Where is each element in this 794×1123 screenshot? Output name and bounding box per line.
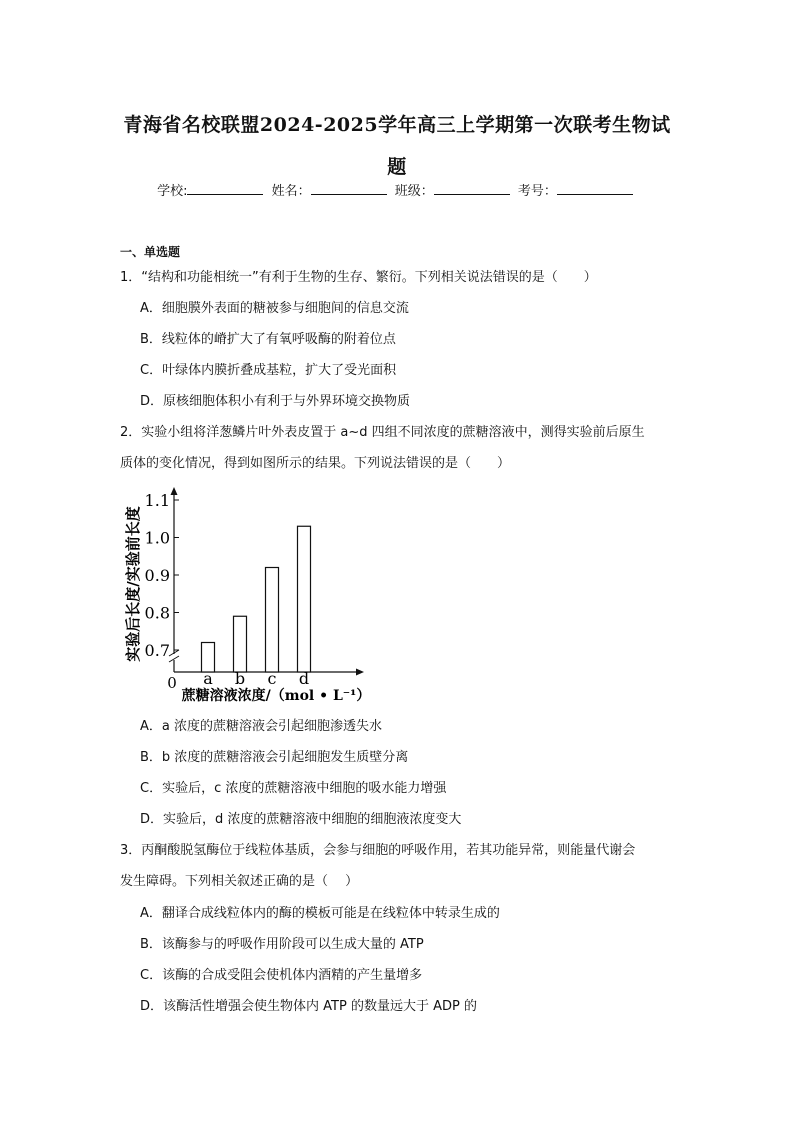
x-category-label: d — [298, 669, 310, 688]
title-line-2: 题 — [387, 156, 407, 178]
number-blank — [557, 181, 633, 195]
y-tick-label: 0.9 — [144, 566, 170, 585]
class-label: 班级： — [394, 184, 434, 199]
q1-option-b: B．线粒体的嵴扩大了有氧呼吸酶的附着位点 — [140, 332, 396, 347]
bar-c — [266, 568, 279, 673]
y-tick-label: 1.1 — [144, 491, 170, 510]
y-axis-arrow — [171, 487, 178, 495]
bar-b — [234, 616, 247, 672]
q2-stem-line-1: 2．实验小组将洋葱鳞片叶外表皮置于 a~d 四组不同浓度的蔗糖溶液中，测得实验前后原生 — [120, 425, 645, 440]
bar-a — [202, 643, 215, 673]
q1-option-c: C．叶绿体内膜折叠成基粒，扩大了受光面积 — [140, 363, 397, 378]
exam-title — [110, 104, 684, 188]
q2-option-b: B．b 浓度的蔗糖溶液会引起细胞发生质壁分离 — [140, 750, 409, 765]
q3-option-a: A．翻译合成线粒体内的酶的模板可能是在线粒体中转录生成的 — [140, 906, 500, 921]
school-blank — [187, 181, 263, 195]
class-blank — [434, 181, 510, 195]
bar-chart — [118, 484, 388, 706]
title-line-1: 青海省名校联盟2024-2025学年高三上学期第一次联考生物试 — [123, 114, 671, 136]
x-axis-label: 蔗糖溶液浓度/（mol • L⁻¹） — [181, 688, 371, 704]
q1-option-d: D．原核细胞体积小有利于与外界环境交换物质 — [140, 394, 411, 409]
q2-stem-line-2: 质体的变化情况，得到如图所示的结果。下列说法错误的是（ ） — [120, 456, 511, 471]
student-info-row — [0, 180, 794, 199]
name-blank — [311, 181, 387, 195]
x-axis-arrow — [356, 669, 364, 676]
number-label: 考号： — [517, 184, 557, 199]
q2-option-d: D．实验后，d 浓度的蔗糖溶液中细胞的细胞液浓度变大 — [140, 812, 462, 827]
x-category-label: a — [203, 669, 213, 688]
q3-stem-line-1: 3．丙酮酸脱氢酶位于线粒体基质，会参与细胞的呼吸作用，若其功能异常，则能量代谢会 — [120, 843, 636, 858]
q3-option-c: C．该酶的合成受阻会使机体内酒精的产生量增多 — [140, 968, 423, 983]
y-tick-label: 0.8 — [144, 603, 170, 623]
y-tick-label: 1.0 — [144, 528, 170, 548]
y-tick-label: 0.7 — [144, 641, 170, 660]
bar-d — [298, 526, 311, 672]
name-label: 姓名： — [271, 184, 311, 199]
x-category-label: b — [234, 669, 246, 688]
x-category-label: c — [267, 669, 277, 688]
q1-stem: 1．“结构和功能相统一”有利于生物的生存、繁衍。下列相关说法错误的是（ ） — [120, 270, 597, 285]
q2-option-c: C．实验后，c 浓度的蔗糖溶液中细胞的吸水能力增强 — [140, 781, 447, 796]
section-heading: 一、单选题 — [120, 245, 181, 259]
origin-label: 0 — [167, 674, 177, 692]
q3-option-d: D．该酶活性增强会使生物体内 ATP 的数量远大于 ADP 的 — [140, 999, 477, 1014]
school-label: 学校: — [157, 184, 188, 199]
q3-option-b: B．该酶参与的呼吸作用阶段可以生成大量的 ATP — [140, 937, 424, 952]
q1-option-a: A．细胞膜外表面的糖被参与细胞间的信息交流 — [140, 301, 409, 316]
q2-option-a: A．a 浓度的蔗糖溶液会引起细胞渗透失水 — [140, 719, 382, 734]
y-axis-label: 实验后长度/实验前长度 — [124, 506, 142, 662]
q3-stem-line-2: 发生障碍。下列相关叙述正确的是（ ） — [120, 874, 359, 889]
